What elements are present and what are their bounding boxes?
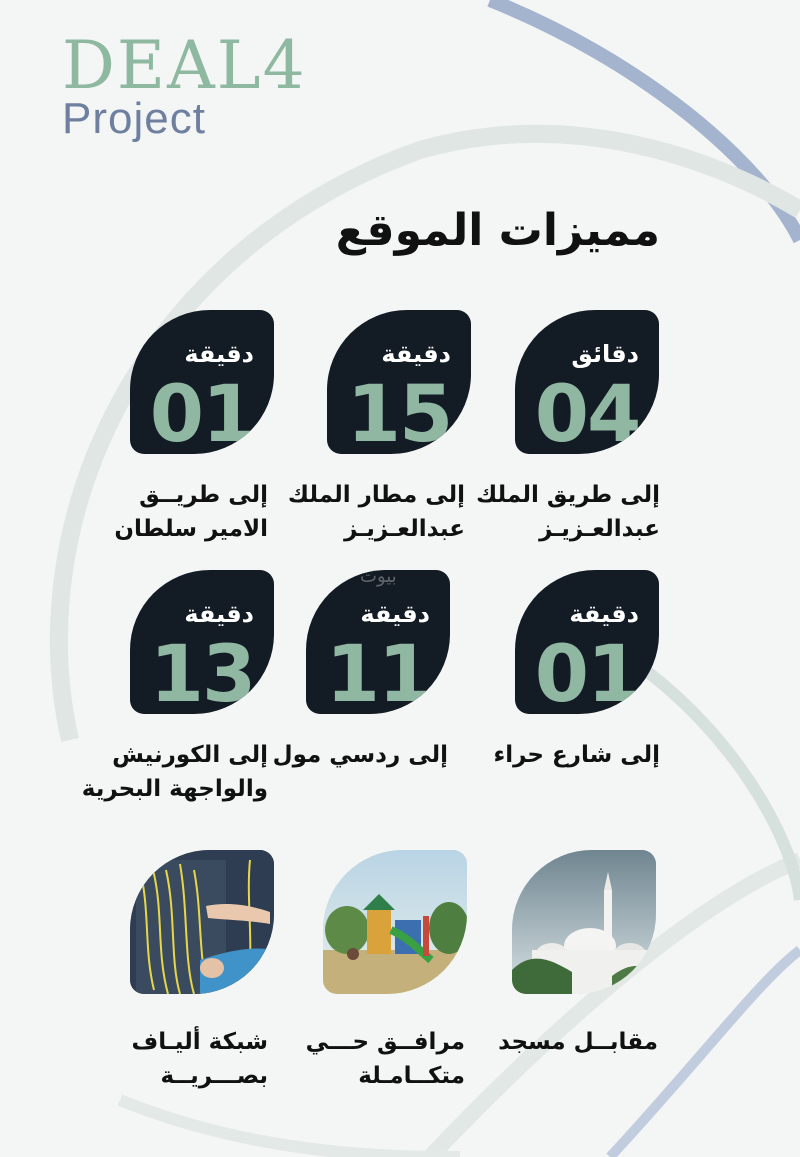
brand-subtitle: Project — [62, 94, 206, 143]
caption-line: شبكة أليـاف — [131, 1029, 268, 1055]
page-heading: مميزات الموقع — [335, 205, 660, 256]
feature-number: 01 — [534, 630, 640, 714]
leaf-shape — [130, 570, 274, 714]
caption-line: إلى ردسي مول — [272, 742, 448, 768]
leaf-shape — [512, 850, 656, 994]
feature-caption-3 — [78, 478, 268, 546]
leaf-shape — [130, 850, 274, 994]
feature-number: 13 — [149, 630, 255, 714]
caption-line: إلى الكورنيش — [112, 742, 268, 768]
caption-line: مرافــق حـــي — [305, 1029, 465, 1055]
leaf-shape — [327, 310, 471, 454]
feature-unit: دقائق — [571, 340, 639, 368]
feature-card-3 — [130, 310, 274, 454]
amenity-card-playground — [323, 850, 467, 994]
leaf-shape — [515, 570, 659, 714]
fiber-network-photo — [130, 850, 274, 994]
watermark: بيوت — [360, 566, 397, 587]
caption-line: متكــامـلة — [358, 1063, 465, 1089]
caption-line: عبدالعـزيـز — [539, 516, 660, 542]
caption-line: عبدالعـزيـز — [344, 516, 465, 542]
caption-line: إلى شارع حراء — [493, 742, 660, 768]
feature-unit: دقيقة — [184, 600, 254, 628]
feature-card-5 — [306, 570, 450, 714]
caption-line: إلى طريق الملك — [476, 482, 660, 508]
feature-caption-5 — [258, 738, 448, 772]
amenity-card-fiber — [130, 850, 274, 994]
amenity-caption-playground — [275, 1025, 465, 1093]
caption-line: والواجهة البحرية — [81, 776, 268, 802]
brand-title: DEAL4 — [62, 27, 307, 104]
playground-photo — [323, 850, 467, 994]
feature-unit: دقيقة — [360, 600, 430, 628]
feature-unit: دقيقة — [184, 340, 254, 368]
amenity-card-mosque — [512, 850, 656, 994]
feature-card-2 — [327, 310, 471, 454]
feature-number: 01 — [149, 370, 255, 454]
caption-line: بصـــريــة — [160, 1063, 268, 1089]
feature-caption-4 — [470, 738, 660, 772]
feature-number: 15 — [346, 370, 452, 454]
feature-card-1 — [515, 310, 659, 454]
caption-line: إلى مطار الملك — [287, 482, 465, 508]
leaf-shape — [515, 310, 659, 454]
feature-caption-1 — [470, 478, 660, 546]
feature-number: 11 — [325, 630, 431, 714]
feature-unit: دقيقة — [381, 340, 451, 368]
feature-card-6 — [130, 570, 274, 714]
feature-caption-2 — [275, 478, 465, 546]
feature-number: 04 — [534, 370, 640, 454]
leaf-shape — [306, 570, 450, 714]
mosque-photo — [512, 850, 656, 994]
caption-line: مقابــل مسجد — [498, 1029, 658, 1055]
amenity-caption-mosque — [468, 1025, 658, 1059]
caption-line: الامير سلطان — [114, 516, 268, 542]
feature-caption-6 — [78, 738, 268, 806]
feature-unit: دقيقة — [569, 600, 639, 628]
brand-logo — [62, 27, 307, 143]
feature-card-4 — [515, 570, 659, 714]
amenity-caption-fiber — [78, 1025, 268, 1093]
leaf-shape — [130, 310, 274, 454]
caption-line: إلى طريــق — [139, 482, 268, 508]
leaf-shape — [323, 850, 467, 994]
